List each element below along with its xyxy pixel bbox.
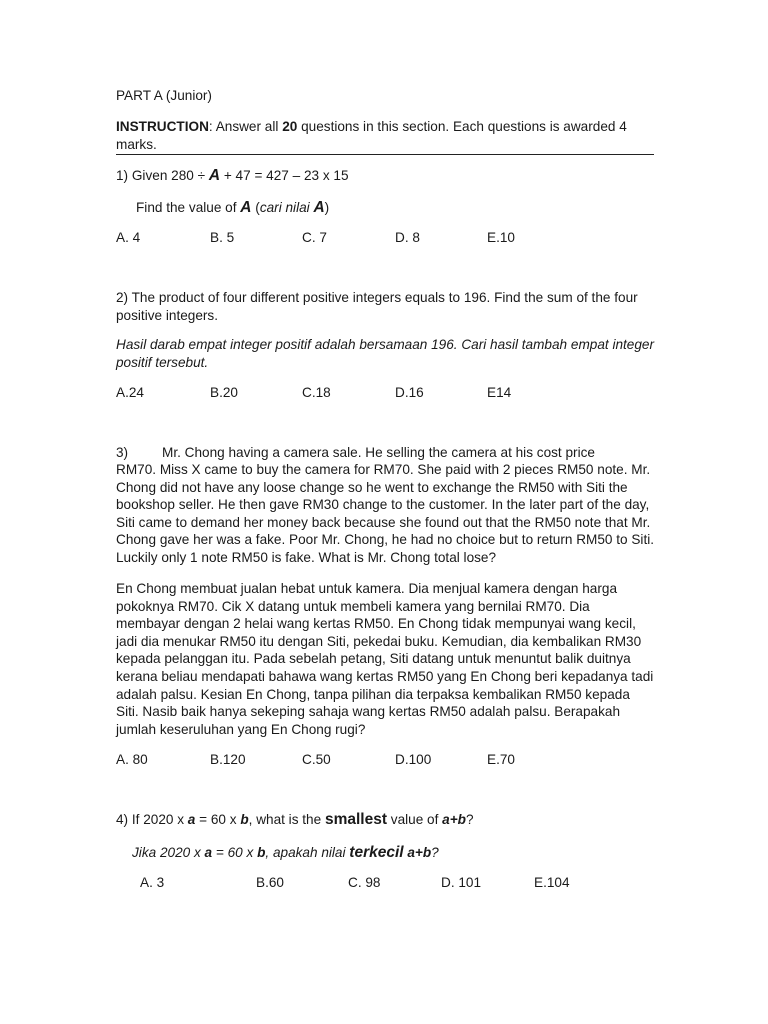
instruction-pre: : Answer all <box>208 119 283 134</box>
q3-malay: En Chong membuat jualan hebat untuk kamera. Dia menjual kamera dengan harga pokoknya RM70. Cik X datang untuk membeli kamera yang bernilai RM70. Dia membayar dengan 2 helai wang kertas RM50. En Chong tidak mempunyai wang kecil, jadi dia menukar RM50 itu dengan Siti, pekedai buku. Kemudian, dia kembalikan RM30 kepada pelanggan itu. Pada sebelah petang, Siti datang untuk menuntut balik duitnya kerana beliau mendapati bahawa wang kertas RM50 yang En Chong beri kepadanya tadi adalah palsu. Kesian En Chong, tanpa pilihan dia terpaksa kembalikan RM50 kepada Siti. Nasib baik hanya sekeping sahaja wang kertas RM50 adalah palsu. Berapakah jumlah keseruluhan yang En Chong rugi? <box>116 581 654 737</box>
header-divider <box>116 154 654 155</box>
q1-option-e[interactable]: E.10 <box>487 230 515 245</box>
q2-malay-text: Hasil darab empat integer positif adalah bersamaan 196. Cari hasil tambah empat integer positif tersebut. <box>116 337 655 370</box>
q1-given-pre: 1) Given 280 ÷ <box>116 168 209 183</box>
q1-option-c[interactable]: C. 7 <box>302 230 327 245</box>
q1-given-rest: + 47 = 427 – 23 x 15 <box>220 168 349 183</box>
q4-var-b: b <box>240 812 249 827</box>
q1-find <box>136 199 656 217</box>
q4-m-pre: Jika 2020 x <box>132 845 205 860</box>
q4-smallest: smallest <box>324 811 387 828</box>
instruction-count: 20 <box>282 119 298 134</box>
q2-option-b[interactable]: B.20 <box>210 385 238 400</box>
q3-english-first <box>116 444 656 462</box>
q1-option-b[interactable]: B. 5 <box>210 230 235 245</box>
q4-m-end: ? <box>431 845 439 860</box>
q1-find-var: A <box>240 199 252 216</box>
q4-mid2: , what is the <box>248 812 325 827</box>
q4-pre: 4) If 2020 x <box>116 812 188 827</box>
q3-option-e[interactable]: E.70 <box>487 752 515 767</box>
q2-options <box>116 384 676 402</box>
q2-option-e[interactable]: E14 <box>487 385 512 400</box>
q4-option-c[interactable]: C. 98 <box>348 875 381 890</box>
q2-option-a[interactable]: A.24 <box>116 385 144 400</box>
instruction-post: questions in this section. Each questions is awarded 4 marks. <box>116 119 627 152</box>
q2-option-d[interactable]: D.16 <box>395 385 424 400</box>
q4-option-a[interactable]: A. 3 <box>140 875 165 890</box>
q4-end: ? <box>465 812 474 827</box>
q1-find-malay: cari nilai <box>259 200 314 215</box>
q1-paren-close: ) <box>324 200 330 215</box>
q4-option-e[interactable]: E.104 <box>534 875 570 890</box>
q3-number: 3) <box>116 445 129 460</box>
q4-var-a: a <box>187 812 196 827</box>
q4-mid3: value of <box>387 812 443 827</box>
q4-m-var-a: a <box>204 845 213 860</box>
q3-option-a[interactable]: A. 80 <box>116 752 148 767</box>
q4-option-d[interactable]: D. 101 <box>441 875 482 890</box>
q4-malay <box>132 844 672 862</box>
q3-english-first-text: Mr. Chong having a camera sale. He selling the camera at his cost price <box>162 445 595 460</box>
q4-m-var-b: b <box>257 845 266 860</box>
q1-given <box>116 167 656 185</box>
q3-option-c[interactable]: C.50 <box>302 752 331 767</box>
q3-option-b[interactable]: B.120 <box>210 752 246 767</box>
q2-malay <box>116 336 656 371</box>
q4-m-smallest: terkecil <box>349 844 404 861</box>
q4-m-mid: = 60 x <box>212 845 258 860</box>
q4-mid: = 60 x <box>195 812 241 827</box>
part-heading: PART A (Junior) <box>116 88 212 103</box>
q1-option-d[interactable]: D. 8 <box>395 230 420 245</box>
q4-m-a-plus-b: a+b <box>403 845 432 860</box>
q4-m-mid2: , apakah nilai <box>265 845 350 860</box>
q1-option-a[interactable]: A. 4 <box>116 230 141 245</box>
q3-english: RM70. Miss X came to buy the camera for RM70. She paid with 2 pieces RM50 note. Mr. Chong did not have any loose change so he went to exchange the RM50 with Siti the bookshop seller. He then gave RM30 change to the customer. In the later part of the day, Siti came to demand her money back because she found out that the RM50 note that Mr. Chong gave her was a fake. Poor Mr. Chong, he had no choice but to return RM50 to Siti. Luckily only 1 note RM50 is fake. What is Mr. Chong total lose? <box>116 462 655 565</box>
q2-option-c[interactable]: C.18 <box>302 385 331 400</box>
instruction-text <box>116 118 656 153</box>
q1-var-a: A <box>208 167 221 184</box>
q1-find-pre: Find the value of <box>136 200 241 215</box>
q1-paren-open: ( <box>251 200 260 215</box>
q1-options <box>116 229 676 247</box>
q4-option-b[interactable]: B.60 <box>256 875 284 890</box>
instruction-label: INSTRUCTION <box>116 119 209 134</box>
q4-options <box>140 874 700 892</box>
q4-a-plus-b: a+b <box>442 812 466 827</box>
q1-find-var2: A <box>313 199 325 216</box>
q2-english: 2) The product of four different positive integers equals to 196. Find the sum of the four positive integers. <box>116 290 638 323</box>
q3-option-d[interactable]: D.100 <box>395 752 432 767</box>
q3-options <box>116 751 676 769</box>
q4-english <box>116 811 656 829</box>
